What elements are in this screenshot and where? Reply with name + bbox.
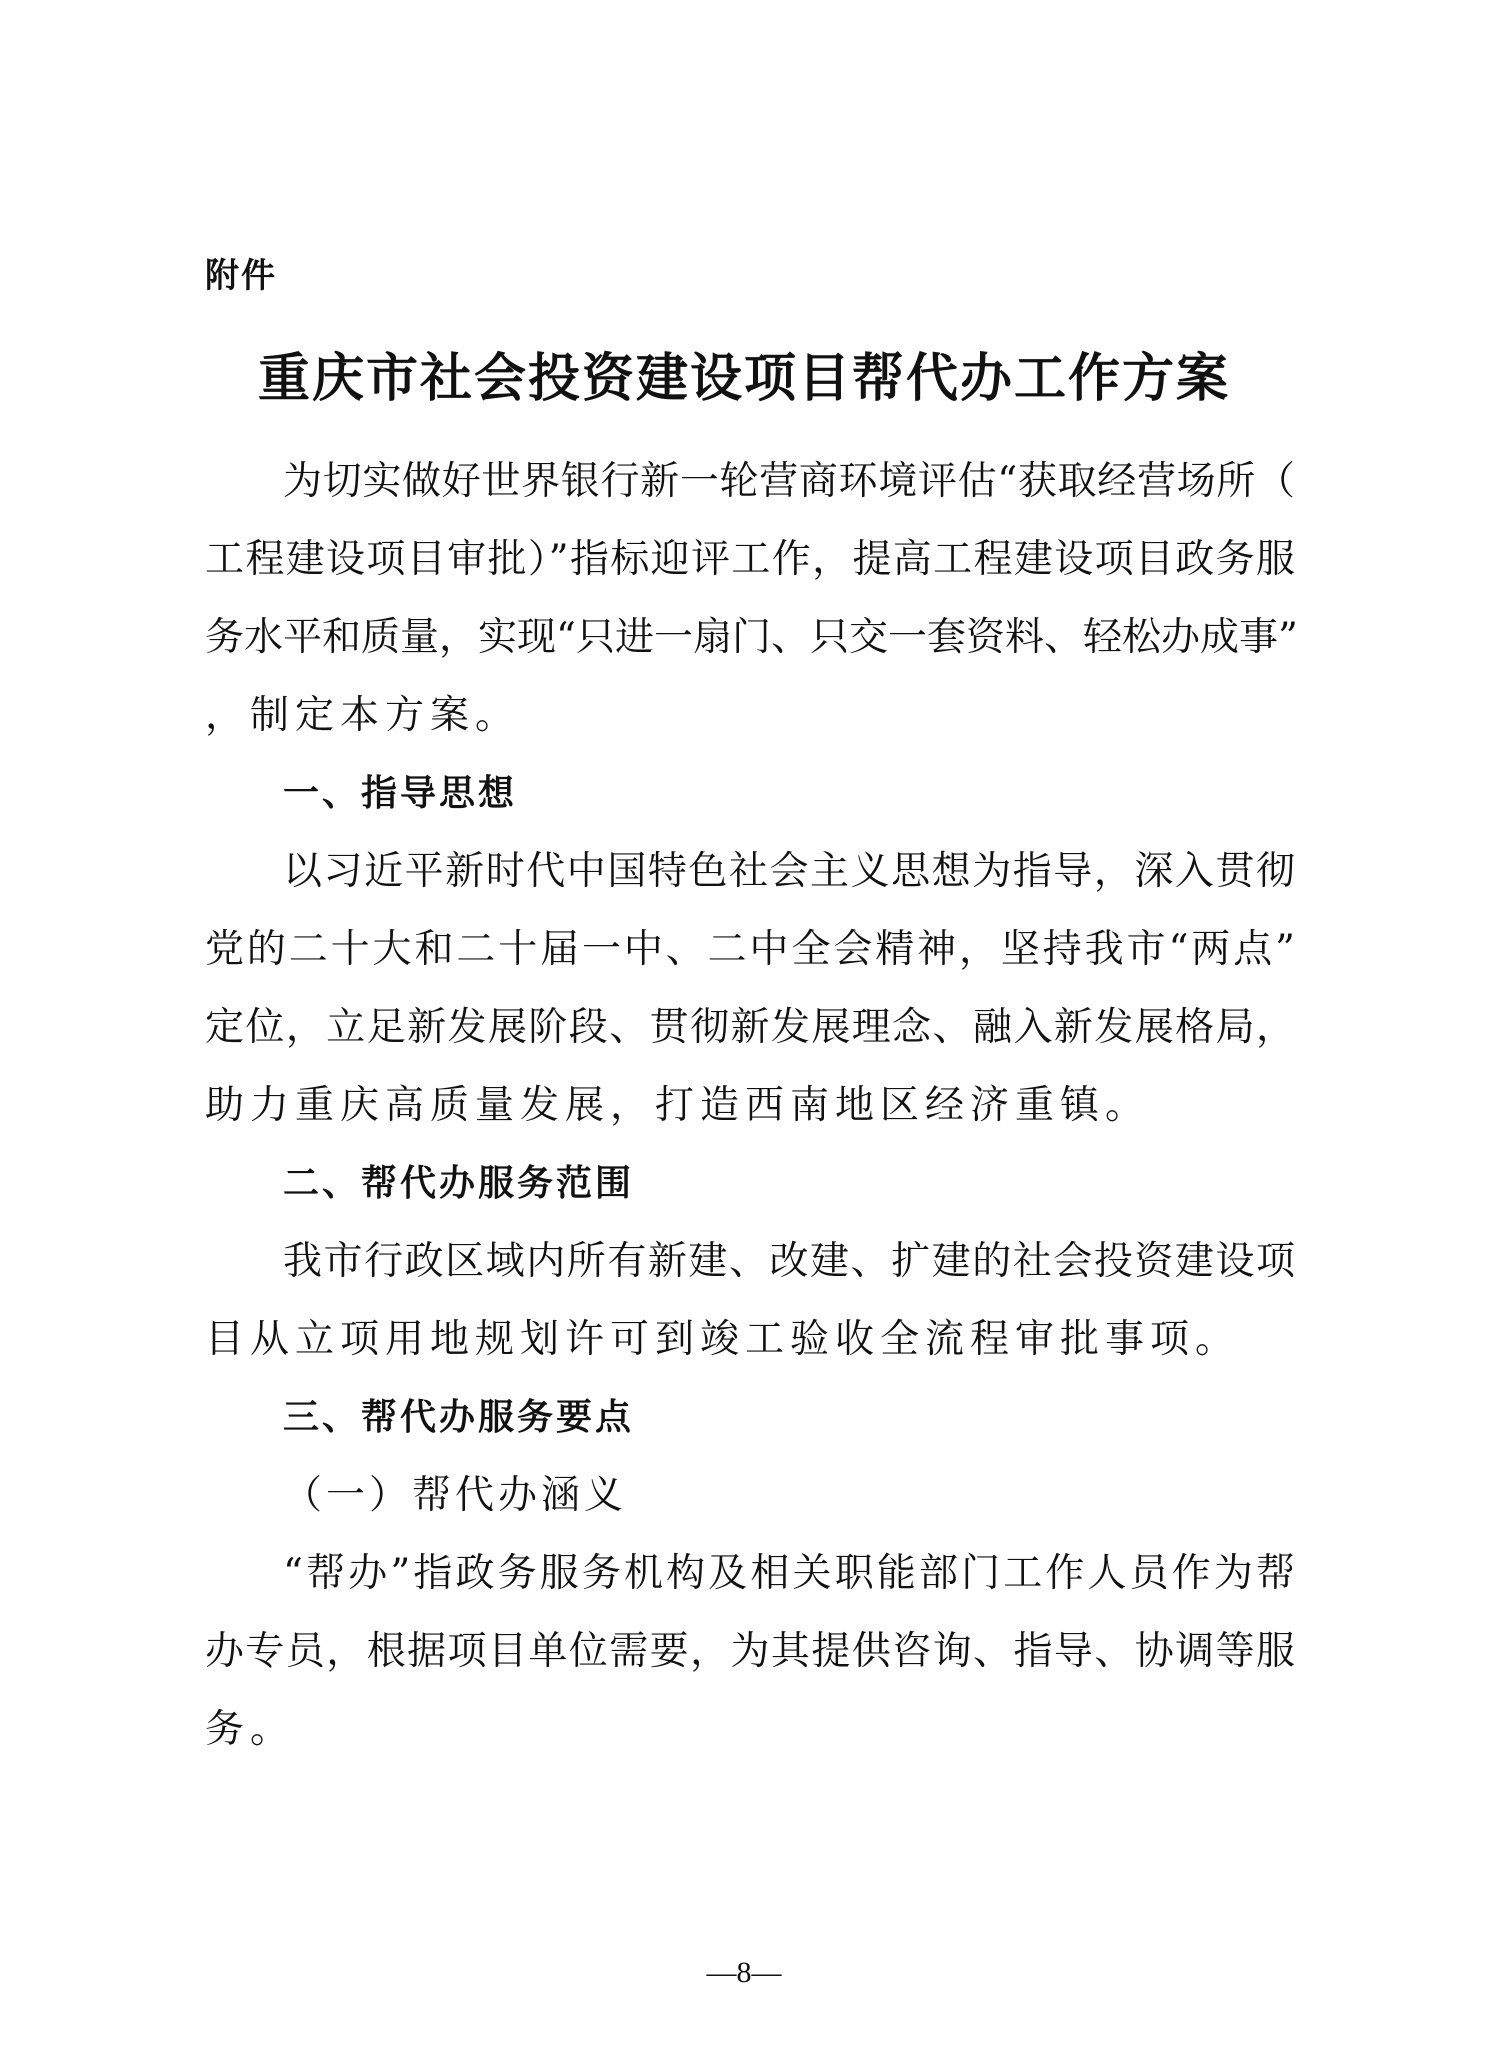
intro-line-2: 工程建设项目审批）”指标迎评工作，提高工程建设项目政务服 bbox=[205, 537, 1295, 582]
section-3-sub-1-line-3: 务。 bbox=[205, 1707, 296, 1752]
section-2-heading: 二、帮代办服务范围 bbox=[283, 1163, 635, 1204]
section-3-sub-1-line-1: “帮办”指政务服务机构及相关职能部门工作人员作为帮 bbox=[283, 1551, 1295, 1596]
section-1-line-4: 助力重庆高质量发展，打造西南地区经济重镇。 bbox=[205, 1083, 1151, 1128]
document-title: 重庆市社会投资建设项目帮代办工作方案 bbox=[257, 348, 1230, 409]
page-number: —8— bbox=[706, 1956, 782, 1989]
section-1-line-1: 以习近平新时代中国特色社会主义思想为指导，深入贯彻 bbox=[283, 849, 1295, 894]
section-1-line-2: 党的二十大和二十届一中、二中全会精神，坚持我市“两点” bbox=[205, 927, 1295, 972]
section-3-heading: 三、帮代办服务要点 bbox=[283, 1397, 635, 1438]
section-1-line-3: 定位，立足新发展阶段、贯彻新发展理念、融入新发展格局， bbox=[205, 1005, 1295, 1050]
section-2-line-1: 我市行政区域内所有新建、改建、扩建的社会投资建设项 bbox=[283, 1239, 1295, 1284]
section-2-line-2: 目从立项用地规划许可到竣工验收全流程审批事项。 bbox=[205, 1317, 1241, 1362]
attachment-label: 附件 bbox=[205, 256, 277, 296]
section-3-sub-1-line-2: 办专员，根据项目单位需要，为其提供咨询、指导、协调等服 bbox=[205, 1629, 1295, 1674]
intro-line-4: ，制定本方案。 bbox=[205, 693, 521, 738]
section-3-sub-1-heading: （一）帮代办涵义 bbox=[283, 1473, 628, 1518]
section-1-heading: 一、指导思想 bbox=[283, 773, 518, 814]
intro-line-3: 务水平和质量，实现“只进一扇门、只交一套资料、轻松办成事” bbox=[205, 615, 1298, 660]
intro-line-1: 为切实做好世界银行新一轮营商环境评估“获取经营场所（ bbox=[283, 459, 1295, 504]
